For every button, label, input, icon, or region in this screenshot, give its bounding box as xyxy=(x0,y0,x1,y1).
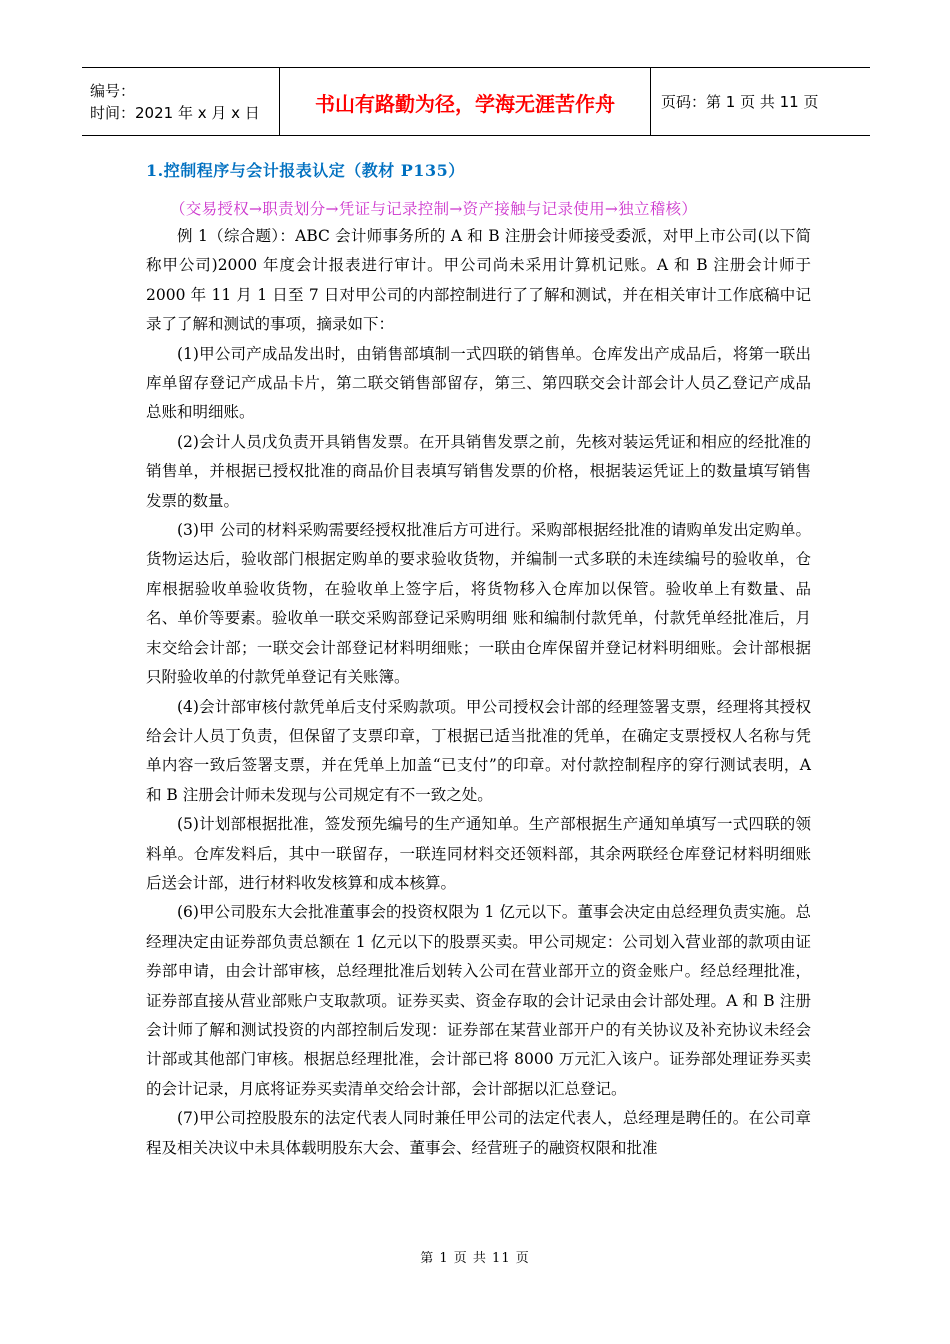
paragraph: (1)甲公司产成品发出时，由销售部填制一式四联的销售单。仓库发出产成品后，将第一联出库单留存登记产成品卡片，第二联交销售部留存，第三、第四联交会计部会计人员乙登记产成品总账和明细账。 xyxy=(146,344,811,422)
paragraph: (5)计划部根据批准，签发预先编号的生产通知单。生产部根据生产通知单填写一式四联的领料单。仓库发料后，其中一联留存，一联连同材料交还领料部，其余两联经仓库登记材料明细账后送会计部，进行材料收发核算和成本核算。 xyxy=(146,815,811,892)
header-page-cell xyxy=(651,68,870,135)
motto-text: 书山有路勤为径，学海无涯苦作舟 xyxy=(315,92,615,116)
number-label: 编号： xyxy=(90,81,136,100)
time-label: 时间：2021 年 x 月 x 日 xyxy=(90,103,260,122)
paragraph: (2)会计人员戊负责开具销售发票。在开具销售发票之前，先核对装运凭证和相应的经批准的销售单，并根据已授权批准的商品价目表填写销售发票的价格，根据装运凭证上的数量填写销售发票的数量。 xyxy=(146,432,811,510)
paragraph: (3)甲 公司的材料采购需要经授权批准后方可进行。采购部根据经批准的请购单发出定购单。货物运达后，验收部门根据定购单的要求验收货物，并编制一式多联的未连续编号的验收单，仓库根据验收单验收货物，在验收单上签字后，将货物移入仓库加以保管。验收单上有数量、品名、单价等要素。验收单一联交采购部登记采购明细 账和编制付款凭单，付款凭单经批准后，月末交给会计部；一联交会计部登记材料明细账；一联由仓库保留并登记材料明细账。会计部根据只附验收单的付款凭单登记有关账簿。 xyxy=(146,521,811,687)
page-footer: 第 1 页 共 11 页 xyxy=(420,1251,530,1266)
header-table xyxy=(82,67,870,136)
paragraph: (7)甲公司控股股东的法定代表人同时兼任甲公司的法定代表人，总经理是聘任的。在公司章程及相关决议中未具体载明股东大会、董事会、经营班子的融资权限和批准 xyxy=(146,1109,811,1157)
paragraph: 例 1（综合题）：ABC 会计师事务所的 A 和 B 注册会计师接受委派，对甲上市公司(以下简称甲公司)2000 年度会计报表进行审计。甲公司尚未采用计算机记账。A 和 B 注册会计师于 2000 年 11 月 1 日至 7 日对甲公司的内部控制进行了了解和测试，并在相关审计工作底稿中记录了了解和测试的事项，摘录如下： xyxy=(146,227,811,334)
body-text xyxy=(146,222,811,1163)
paragraph: (6)甲公司股东大会批准董事会的投资权限为 1 亿元以下。董事会决定由总经理负责实施。总经理决定由证券部负责总额在 1 亿元以下的股票买卖。甲公司规定：公司划入营业部的款项由证券部申请，由会计部审核，总经理批准后划转入公司在营业部开立的资金账户。经总经理批准，证券部直接从营业部账户支取款项。证券买卖、资金存取的会计记录由会计部处理。A 和 B 注册会计师了解和测试投资的内部控制后发现：证券部在某营业部开户的有关协议及补充协议未经会计部或其他部门审核。根据总经理批准，会计部已将 8000 万元汇入该户。证券部处理证券买卖的会计记录，月底将证券买卖清单交给会计部，会计部据以汇总登记。 xyxy=(146,903,811,1098)
header-motto-cell xyxy=(279,68,651,135)
subtitle: （交易授权→职责划分→凭证与记录控制→资产接触与记录使用→独立稽核） xyxy=(170,200,698,218)
page-label: 页码：第 1 页 共 11 页 xyxy=(661,93,819,111)
section-title: 1.控制程序与会计报表认定（教材 P135） xyxy=(146,161,465,180)
paragraph: (4)会计部审核付款凭单后支付采购款项。甲公司授权会计部的经理签署支票，经理将其授权给会计人员丁负责，但保留了支票印章，丁根据已适当批准的凭单，在确定支票授权人名称与凭单内容一致后签署支票，并在凭单上加盖“已支付”的印章。对付款控制程序的穿行测试表明，A 和 B 注册会计师未发现与公司规定有不一致之处。 xyxy=(146,697,811,804)
header-left-cell xyxy=(82,68,279,135)
